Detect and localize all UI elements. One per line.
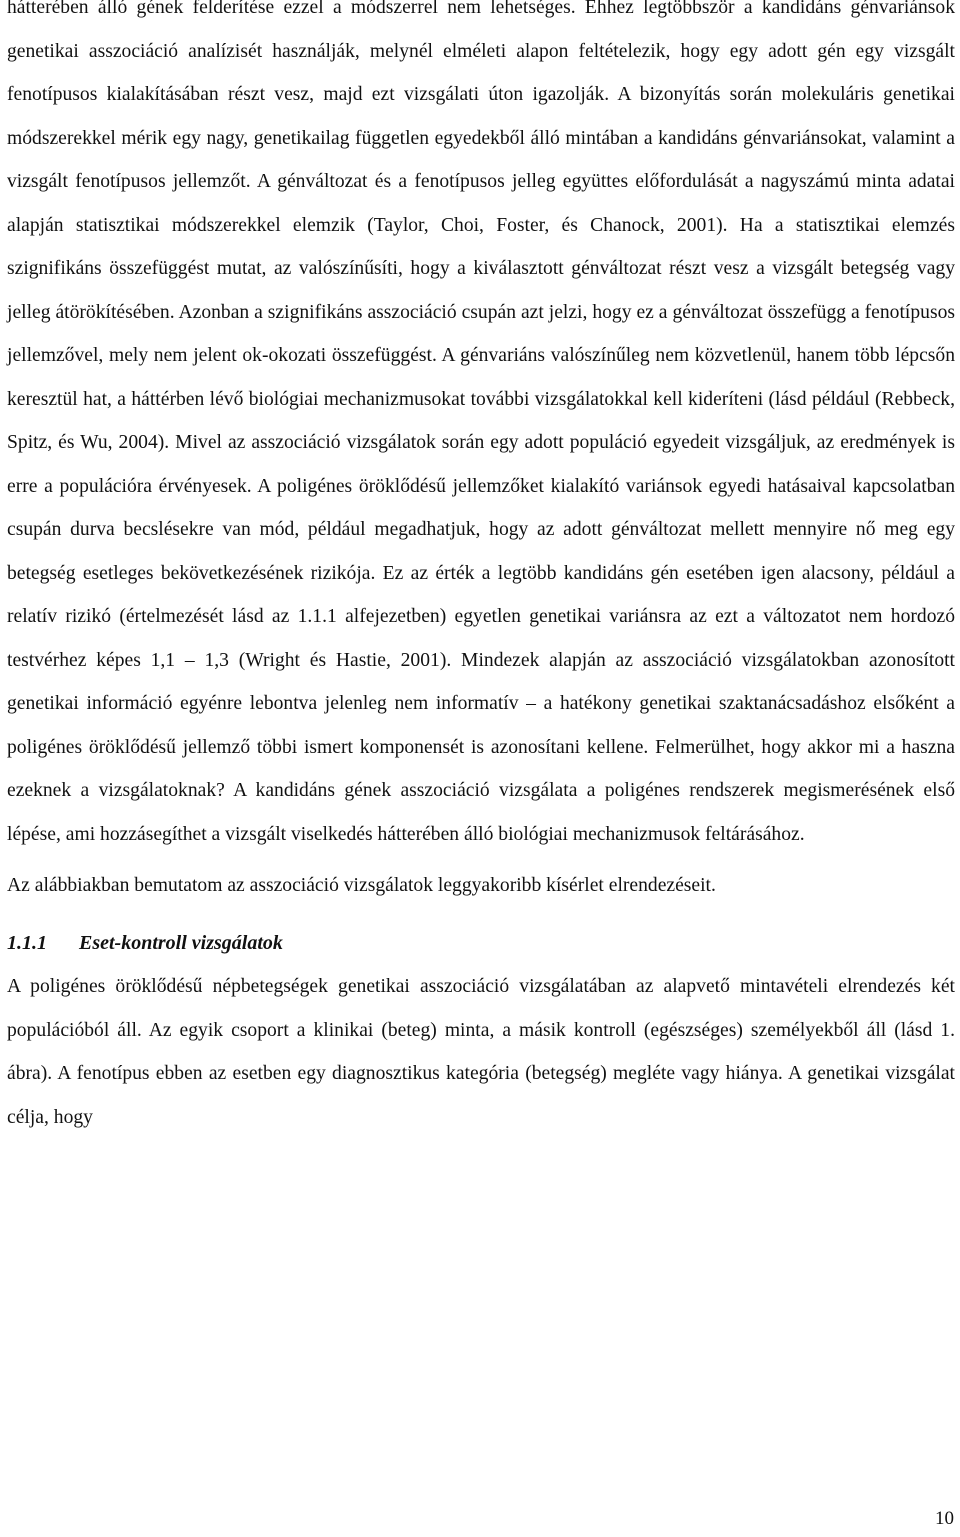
body-paragraph: hátterében álló gének felderítése ezzel a módszerrel nem lehetséges. Ehhez legtöbbször a kandidáns génvariánsok genetikai asszociáció analízisét használják, melynél elméleti alapon feltételezik, hogy egy adott gén egy vizsgált fenotípusos kialakításában részt vesz, majd ezt vizsgálati úton igazolják. A bizonyítás során molekuláris genetikai módszerekkel mérik egy nagy, genetikailag független egyedekből álló mintában a kandidáns génvariánsokat, valamint a vizsgált fenotípusos jellemzőt. A génváltozat és a fenotípusos jelleg együttes előfordulását a nagyszámú minta adatai alapján statisztikai módszerekkel elemzik (Taylor, Choi, Foster, és Chanock, 2001). Ha a statisztikai elemzés szignifikáns összefüggést mutat, az valószínűsíti, hogy a kiválasztott génváltozat részt vesz a vizsgált betegség vagy jelleg átörökítésében. Azonban a szignifikáns asszociáció csupán azt jelzi, hogy ez a génváltozat összefügg a fenotípusos jellemzővel, mely nem jelent ok-okozati összefüggést. A génvariáns valószínűleg nem közvetlenül, hanem több lépcsőn keresztül hat, a háttérben lévő biológiai mechanizmusokat további vizsgálatokkal kell kideríteni (lásd például (Rebbeck, Spitz, és Wu, 2004). Mivel az asszociáció vizsgálatok során egy adott populáció egyedeit vizsgáljuk, az eredmények is erre a populációra érvényesek. A poligénes öröklődésű jellemzőket kialakító variánsok egyedi hatásaival kapcsolatban csupán durva becslésekre van mód, például megadhatjuk, hogy az adott génváltozat mellett mennyire nő meg egy betegség esetleges bekövetkezésének rizikója. Ez az érték a legtöbb kandidáns gén esetében igen alacsony, például a relatív rizikó (értelmezését lásd az 1.1.1 alfejezetben) egyetlen genetikai variánsra az ezt a változatot nem hordozó testvérhez képes 1,1 – 1,3 (Wright és Hastie, 2001). Mindezek alapján az asszociáció vizsgálatokban azonosított genetikai információ egyénre lebontva jelenleg nem informatív – a hatékony genetikai szaktanácsadáshoz elsőként a poligénes öröklődésű jellemző többi ismert komponensét is azonosítani kellene. Felmerülhet, hogy akkor mi a haszna ezeknek a vizsgálatoknak? A kandidáns gének asszociáció vizsgálata a poligénes rendszerek megismerésének első lépése, ami hozzásegíthet a vizsgált viselkedés hátterében álló biológiai mechanizmusok feltárásához. <box>7 0 955 845</box>
document-page <box>7 0 955 1139</box>
section-title: Eset-kontroll vizsgálatok <box>79 931 283 954</box>
page-number: 10 <box>935 1508 954 1529</box>
section-heading <box>7 922 955 966</box>
body-paragraph: A poligénes öröklődésű népbetegségek genetikai asszociáció vizsgálatában az alapvető mintavételi elrendezés két populációból áll. Az egyik csoport a klinikai (beteg) minta, a másik kontroll (egészséges) személyekből áll (lásd 1. ábra). A fenotípus ebben az esetben egy diagnosztikus kategória (betegség) megléte vagy hiánya. A genetikai vizsgálat célja, hogy <box>7 976 955 1128</box>
body-paragraph: Az alábbiakban bemutatom az asszociáció vizsgálatok leggyakoribb kísérlet elrendezéseit. <box>7 875 716 896</box>
section-number: 1.1.1 <box>7 931 47 954</box>
